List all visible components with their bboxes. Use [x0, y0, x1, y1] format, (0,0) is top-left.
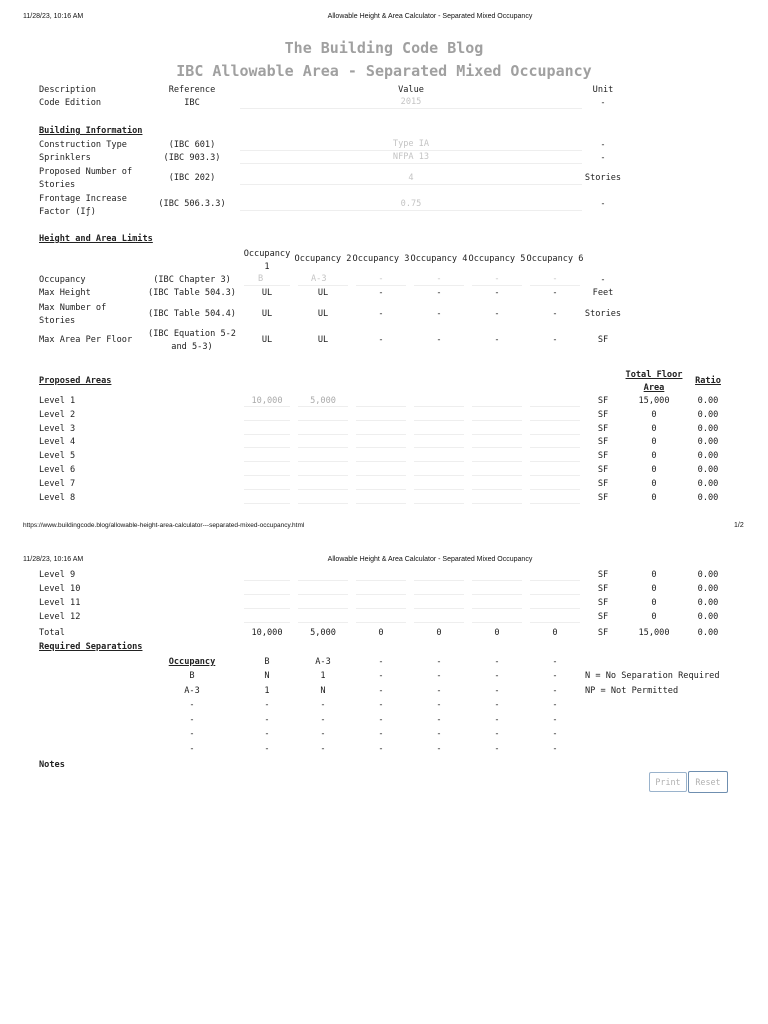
max-stories-o5: -	[494, 309, 500, 319]
level-o3-input[interactable]	[356, 611, 406, 623]
max-area-ref: (IBC Equation 5-2 and 5-3)	[148, 329, 236, 352]
max-area-o3: -	[378, 335, 384, 345]
separation-row-label: -	[189, 729, 195, 740]
level-ratio: 0.00	[697, 396, 719, 406]
level-total: 0	[651, 598, 657, 608]
level-label: Level 12	[39, 612, 81, 622]
level-label: Level 4	[39, 437, 76, 448]
legend-no-separation: N = No Separation Required	[585, 671, 720, 681]
level-o4-input[interactable]	[414, 478, 464, 490]
separation-cell: -	[552, 685, 558, 696]
separation-col-header: B	[264, 657, 270, 667]
level-o3-input[interactable]	[356, 423, 406, 435]
level-o5-input[interactable]	[472, 450, 522, 462]
level-unit: SF	[597, 584, 609, 594]
sprinklers-unit: -	[600, 153, 606, 163]
separation-col-header: -	[552, 657, 558, 667]
level-o3-input[interactable]	[356, 395, 406, 407]
separations-header-label: Occupancy	[168, 657, 216, 667]
occupancy-4-header: Occupancy 4	[410, 254, 468, 264]
level-o6-input[interactable]	[530, 611, 580, 623]
total-o2: 5,000	[310, 628, 336, 638]
level-total: 0	[651, 451, 657, 462]
level-o5-input[interactable]	[472, 583, 522, 595]
occupancy-6-header: Occupancy 6	[526, 254, 584, 264]
occupancy-2-value: A-3	[311, 274, 327, 284]
level-o1-input[interactable]	[244, 478, 290, 490]
max-height-o5: -	[494, 288, 500, 298]
level-o4-input[interactable]	[414, 583, 464, 595]
sprinklers-ref: (IBC 903.3)	[163, 153, 221, 163]
level-o4-input[interactable]	[414, 409, 464, 421]
construction-type-unit: -	[600, 140, 606, 150]
code-edition-label: Code Edition	[39, 98, 102, 108]
print-page-number: 1/2	[734, 522, 744, 529]
level-o4-input[interactable]	[414, 597, 464, 609]
level-o5-input[interactable]	[472, 597, 522, 609]
level-unit: SF	[597, 478, 609, 489]
level-o4-input[interactable]	[414, 436, 464, 448]
level-o6-input[interactable]	[530, 492, 580, 504]
level-ratio: 0.00	[697, 584, 719, 594]
level-o6-input[interactable]	[530, 478, 580, 490]
separation-cell: -	[552, 700, 558, 711]
separation-cell: -	[436, 729, 442, 740]
frontage-label: Frontage Increase Factor (Iƒ)	[39, 194, 127, 217]
separation-cell: -	[320, 700, 326, 711]
level-ratio: 0.00	[697, 465, 719, 475]
level-label: Level 1	[39, 396, 76, 406]
max-area-o2: UL	[317, 335, 329, 345]
separation-cell: 1	[264, 685, 270, 696]
reset-button[interactable]: Reset	[688, 771, 728, 793]
col-value: Value	[398, 85, 424, 95]
level-o2-input[interactable]	[298, 464, 348, 476]
level-ratio: 0.00	[697, 598, 719, 608]
level-o1-input[interactable]	[244, 583, 290, 595]
level-o4-input[interactable]	[414, 450, 464, 462]
total-ratio: 0.00	[697, 628, 719, 638]
level-o6-input[interactable]	[530, 436, 580, 448]
level-total: 0	[651, 612, 657, 622]
frontage-value: 0.75	[400, 199, 422, 209]
level-unit: SF	[597, 598, 609, 608]
building-info-heading: Building Information	[39, 126, 143, 136]
occupancy-3-header: Occupancy 3	[352, 254, 410, 264]
level-o3-input[interactable]	[356, 492, 406, 504]
max-area-unit: SF	[597, 335, 609, 345]
stories-label: Proposed Number of Stories	[39, 167, 133, 190]
occupancy-1-value: B	[258, 274, 264, 284]
separation-cell: -	[552, 729, 558, 740]
occupancy-3-value: -	[378, 274, 384, 284]
level-o6-input[interactable]	[530, 395, 580, 407]
level-o1-input[interactable]	[244, 464, 290, 476]
level-o1-input[interactable]	[244, 492, 290, 504]
frontage-unit: -	[600, 199, 606, 209]
level-o3-input[interactable]	[356, 436, 406, 448]
calculator-title: IBC Allowable Area - Separated Mixed Occupancy	[176, 62, 592, 80]
level-o2-input[interactable]	[298, 423, 348, 435]
level-label: Level 2	[39, 409, 76, 420]
max-stories-o2: UL	[317, 309, 329, 319]
notes-heading: Notes	[39, 760, 65, 770]
separation-cell: -	[494, 671, 500, 681]
level-o6-input[interactable]	[530, 464, 580, 476]
level-o2-input[interactable]	[298, 478, 348, 490]
level-label: Level 7	[39, 478, 76, 489]
max-stories-o4: -	[436, 309, 442, 319]
occupancy-6-value: -	[552, 274, 558, 284]
separation-cell: -	[264, 729, 270, 740]
total-o5: 0	[494, 628, 500, 638]
level-o5-input[interactable]	[472, 492, 522, 504]
separation-cell: 1	[320, 671, 326, 681]
occupancy-2-header: Occupancy 2	[294, 254, 352, 264]
total-o6: 0	[552, 628, 558, 638]
separation-col-header: A-3	[315, 657, 331, 667]
separation-cell: N	[320, 685, 326, 696]
level-total: 15,000	[638, 396, 670, 406]
max-area-o1: UL	[261, 335, 273, 345]
level-unit: SF	[597, 492, 609, 503]
separation-row-label: -	[189, 714, 195, 725]
level-o1-input[interactable]	[244, 450, 290, 462]
total-floor-area-header: Total Floor Area	[625, 370, 683, 393]
level-o6-input[interactable]	[530, 583, 580, 595]
max-stories-ref: (IBC Table 504.4)	[148, 309, 236, 319]
level-o2-input[interactable]	[298, 611, 348, 623]
print-doc-title-p2: Allowable Height & Area Calculator - Separated Mixed Occupancy	[327, 556, 533, 563]
level-ratio: 0.00	[697, 437, 719, 448]
print-datetime: 11/28/23, 10:16 AM	[23, 13, 84, 20]
level-unit: SF	[597, 396, 609, 406]
max-area-o6: -	[552, 335, 558, 345]
level-total: 0	[651, 465, 657, 475]
level-o1-input[interactable]	[244, 436, 290, 448]
level-o5-input[interactable]	[472, 464, 522, 476]
level-o3-input[interactable]	[356, 597, 406, 609]
legend-not-permitted: NP = Not Permitted	[585, 686, 679, 696]
total-row-label: Total	[39, 628, 65, 638]
level-label: Level 10	[39, 584, 81, 594]
max-height-label: Max Height	[39, 288, 91, 298]
max-stories-o6: -	[552, 309, 558, 319]
level-o5-input[interactable]	[472, 478, 522, 490]
level-o3-input[interactable]	[356, 409, 406, 421]
separation-cell: -	[436, 671, 442, 681]
level-unit: SF	[597, 409, 609, 420]
level-o5-input[interactable]	[472, 569, 522, 581]
occupancy-1-header: Occupancy 1	[243, 249, 291, 272]
level-ratio: 0.00	[697, 478, 719, 489]
max-height-o6: -	[552, 288, 558, 298]
level-unit: SF	[597, 437, 609, 448]
total-o3: 0	[378, 628, 384, 638]
separation-cell: -	[436, 685, 442, 696]
level-total: 0	[651, 570, 657, 580]
level-o4-input[interactable]	[414, 492, 464, 504]
max-stories-label: Max Number of Stories	[39, 303, 107, 326]
sprinklers-value: NFPA 13	[392, 152, 430, 162]
level-total: 0	[651, 478, 657, 489]
print-url: https://www.buildingcode.blog/allowable-height-area-calculator---separated-mixed-occupancy.html	[23, 522, 305, 529]
level-label: Level 3	[39, 423, 76, 434]
level-o5-input[interactable]	[472, 395, 522, 407]
separation-cell: -	[378, 744, 384, 754]
stories-unit: Stories	[584, 173, 622, 183]
separation-cell: -	[552, 714, 558, 725]
level-o1-value: 10,000	[251, 396, 283, 406]
max-height-o4: -	[436, 288, 442, 298]
level-o4-input[interactable]	[414, 611, 464, 623]
max-area-o4: -	[436, 335, 442, 345]
code-edition-value: 2015	[400, 97, 422, 107]
level-label: Level 8	[39, 492, 76, 503]
occupancy-5-value: -	[494, 274, 500, 284]
separation-cell: -	[436, 700, 442, 711]
separation-cell: -	[494, 714, 500, 725]
frontage-ref: (IBC 506.3.3)	[158, 199, 226, 209]
separation-cell: -	[378, 714, 384, 725]
separation-cell: -	[494, 744, 500, 754]
occupancy-5-header: Occupancy 5	[468, 254, 526, 264]
max-height-o3: -	[378, 288, 384, 298]
level-o2-input[interactable]	[298, 569, 348, 581]
level-total: 0	[651, 437, 657, 448]
level-ratio: 0.00	[697, 423, 719, 434]
max-area-label: Max Area Per Floor	[39, 335, 133, 345]
level-ratio: 0.00	[697, 612, 719, 622]
level-unit: SF	[597, 423, 609, 434]
level-unit: SF	[597, 612, 609, 622]
separation-cell: -	[320, 744, 326, 754]
col-unit: Unit	[592, 85, 614, 95]
separation-cell: -	[494, 685, 500, 696]
level-o2-input[interactable]	[298, 583, 348, 595]
total-unit: SF	[597, 628, 609, 638]
separation-cell: -	[378, 685, 384, 696]
separation-cell: -	[494, 700, 500, 711]
occupancy-4-value: -	[436, 274, 442, 284]
construction-type-value: Type IA	[392, 139, 430, 149]
occupancy-row-unit: -	[600, 275, 606, 285]
level-total: 0	[651, 584, 657, 594]
level-o1-input[interactable]	[244, 611, 290, 623]
level-ratio: 0.00	[697, 570, 719, 580]
level-total: 0	[651, 492, 657, 503]
occupancy-row-ref: (IBC Chapter 3)	[153, 275, 231, 285]
separation-cell: -	[264, 700, 270, 711]
proposed-areas-heading: Proposed Areas	[39, 376, 112, 386]
separation-cell: -	[378, 729, 384, 740]
separation-col-header: -	[436, 657, 442, 667]
separation-cell: -	[552, 744, 558, 754]
level-o2-input[interactable]	[298, 492, 348, 504]
level-o4-input[interactable]	[414, 569, 464, 581]
separation-cell: -	[264, 714, 270, 725]
occupancy-1-select[interactable]	[244, 274, 290, 286]
level-o1-input[interactable]	[244, 569, 290, 581]
separation-cell: -	[378, 671, 384, 681]
max-height-unit: Feet	[592, 288, 614, 298]
separation-cell: -	[494, 729, 500, 740]
level-total: 0	[651, 423, 657, 434]
level-label: Level 5	[39, 451, 76, 462]
separation-cell: -	[436, 744, 442, 754]
level-total: 0	[651, 409, 657, 420]
occupancy-row-label: Occupancy	[39, 275, 86, 285]
level-label: Level 9	[39, 570, 76, 580]
print-doc-title: Allowable Height & Area Calculator - Separated Mixed Occupancy	[327, 13, 533, 20]
level-o5-input[interactable]	[472, 423, 522, 435]
level-ratio: 0.00	[697, 451, 719, 462]
col-reference: Reference	[168, 85, 216, 95]
level-o5-input[interactable]	[472, 436, 522, 448]
ratio-header: Ratio	[695, 376, 721, 386]
separation-cell: N	[264, 671, 270, 681]
separation-cell: -	[320, 729, 326, 740]
level-unit: SF	[597, 570, 609, 580]
separation-cell: -	[320, 714, 326, 725]
separation-row-label: -	[189, 744, 195, 754]
level-unit: SF	[597, 451, 609, 462]
level-label: Level 6	[39, 465, 76, 475]
level-o3-input[interactable]	[356, 450, 406, 462]
level-o2-input[interactable]	[298, 436, 348, 448]
col-description: Description	[39, 85, 96, 95]
construction-type-label: Construction Type	[39, 140, 127, 150]
max-stories-o3: -	[378, 309, 384, 319]
level-o3-input[interactable]	[356, 478, 406, 490]
total-floor-area: 15,000	[638, 628, 670, 638]
total-o1: 10,000	[251, 628, 283, 638]
total-o4: 0	[436, 628, 442, 638]
max-stories-o1: UL	[261, 309, 273, 319]
level-o4-input[interactable]	[414, 395, 464, 407]
stories-ref: (IBC 202)	[168, 173, 216, 183]
level-o2-input[interactable]	[298, 409, 348, 421]
level-o3-input[interactable]	[356, 569, 406, 581]
separation-row-label: B	[189, 671, 195, 681]
level-o3-input[interactable]	[356, 464, 406, 476]
separation-row-label: -	[189, 700, 195, 711]
level-o5-input[interactable]	[472, 409, 522, 421]
separation-cell: -	[264, 744, 270, 754]
level-o6-input[interactable]	[530, 450, 580, 462]
blog-title: The Building Code Blog	[284, 39, 484, 57]
print-datetime-p2: 11/28/23, 10:16 AM	[23, 556, 84, 563]
separation-cell: -	[378, 700, 384, 711]
level-ratio: 0.00	[697, 492, 719, 503]
level-o4-input[interactable]	[414, 423, 464, 435]
level-ratio: 0.00	[697, 409, 719, 420]
level-o2-value: 5,000	[310, 396, 336, 406]
level-o2-input[interactable]	[298, 450, 348, 462]
level-o4-input[interactable]	[414, 464, 464, 476]
stories-value: 4	[408, 173, 414, 183]
level-o2-input[interactable]	[298, 597, 348, 609]
level-o1-input[interactable]	[244, 409, 290, 421]
height-area-heading: Height and Area Limits	[39, 234, 153, 244]
level-o6-input[interactable]	[530, 423, 580, 435]
code-edition-unit: -	[600, 98, 606, 108]
level-o5-input[interactable]	[472, 611, 522, 623]
level-o6-input[interactable]	[530, 569, 580, 581]
max-height-ref: (IBC Table 504.3)	[148, 288, 236, 298]
construction-type-ref: (IBC 601)	[168, 140, 216, 150]
level-unit: SF	[597, 465, 609, 475]
max-height-o2: UL	[317, 288, 329, 298]
level-o1-input[interactable]	[244, 423, 290, 435]
separations-heading: Required Separations	[39, 642, 143, 652]
print-button[interactable]: Print	[649, 772, 687, 792]
separation-cell: -	[436, 714, 442, 725]
level-o3-input[interactable]	[356, 583, 406, 595]
max-area-o5: -	[494, 335, 500, 345]
separation-col-header: -	[494, 657, 500, 667]
level-o6-input[interactable]	[530, 597, 580, 609]
sprinklers-label: Sprinklers	[39, 153, 91, 163]
code-edition-ref: IBC	[184, 98, 200, 108]
max-height-o1: UL	[261, 288, 273, 298]
separation-cell: -	[552, 671, 558, 681]
max-stories-unit: Stories	[584, 309, 622, 319]
level-label: Level 11	[39, 598, 81, 608]
separation-row-label: A-3	[184, 685, 200, 696]
separation-col-header: -	[378, 657, 384, 667]
level-o6-input[interactable]	[530, 409, 580, 421]
level-o1-input[interactable]	[244, 597, 290, 609]
